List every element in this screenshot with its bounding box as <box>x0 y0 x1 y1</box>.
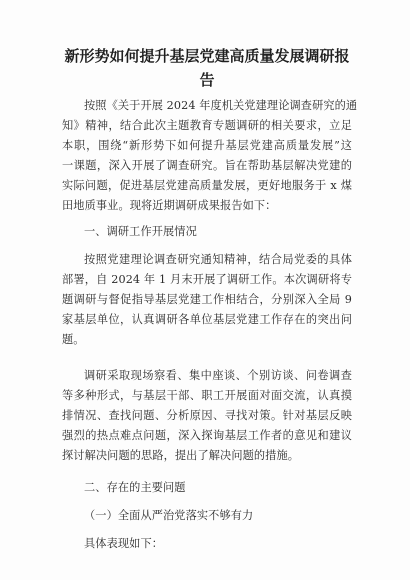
intro-line: 实际问题，促进基层党建高质量发展，更好地服务于 x 煤 <box>62 179 352 192</box>
section1-paragraph1-line: 家基层单位，认真调研各单位基层党建工作存在的突出问 <box>62 313 352 326</box>
intro-line: 本职，围绕“新形势下如何提升基层党建高质量发展”这 <box>62 139 352 152</box>
intro-line: 一课题，深入开展了调查研究。旨在帮助基层解决党建的 <box>62 159 352 172</box>
intro-line: 田地质事业。现将近期调研成果报告如下： <box>62 199 277 212</box>
section1-paragraph2-line: 等多种形式，与基层干部、职工开展面对面交流，认真摸 <box>62 389 352 402</box>
section1-paragraph2-line: 排情况、查找问题、分析原因、寻找对策。针对基层反映 <box>62 409 352 422</box>
section1-paragraph2-line: 调研采取现场察看、集中座谈、个别访谈、问卷调查 <box>84 369 352 382</box>
intro-line: 按照《关于开展 2024 年度机关党建理论调查研究的通 <box>84 99 358 112</box>
subsection-heading-1: （一）全面从严治党落实不够有力 <box>84 509 254 522</box>
intro-line: 知》精神，结合此次主题教育专题调研的相关要求，立足 <box>62 119 352 132</box>
section1-paragraph1-line: 部署，自 2024 年 1 月末开展了调研工作。本次调研将专 <box>62 273 352 286</box>
document-title <box>62 44 352 92</box>
detail-intro-line: 具体表现如下： <box>84 537 164 550</box>
section1-paragraph1-line: 按照党建理论调查研究通知精神，结合局党委的具体 <box>84 253 352 266</box>
section-heading-2: 二、存在的主要问题 <box>84 481 186 494</box>
section1-paragraph2-line: 探讨解决问题的思路，提出了解决问题的措施。 <box>62 449 300 462</box>
section1-paragraph1-line: 题。 <box>62 333 85 346</box>
section1-paragraph1-line: 题调研与督促指导基层党建工作相结合，分别深入全局 9 <box>62 293 352 306</box>
title-line-1: 新形势如何提升基层党建高质量发展调研报 <box>64 47 350 65</box>
section-heading-1: 一、调研工作开展情况 <box>84 225 197 238</box>
section1-paragraph2-line: 强烈的热点难点问题，深入探询基层工作者的意见和建议 <box>62 429 352 442</box>
title-line-2: 告 <box>199 71 215 89</box>
